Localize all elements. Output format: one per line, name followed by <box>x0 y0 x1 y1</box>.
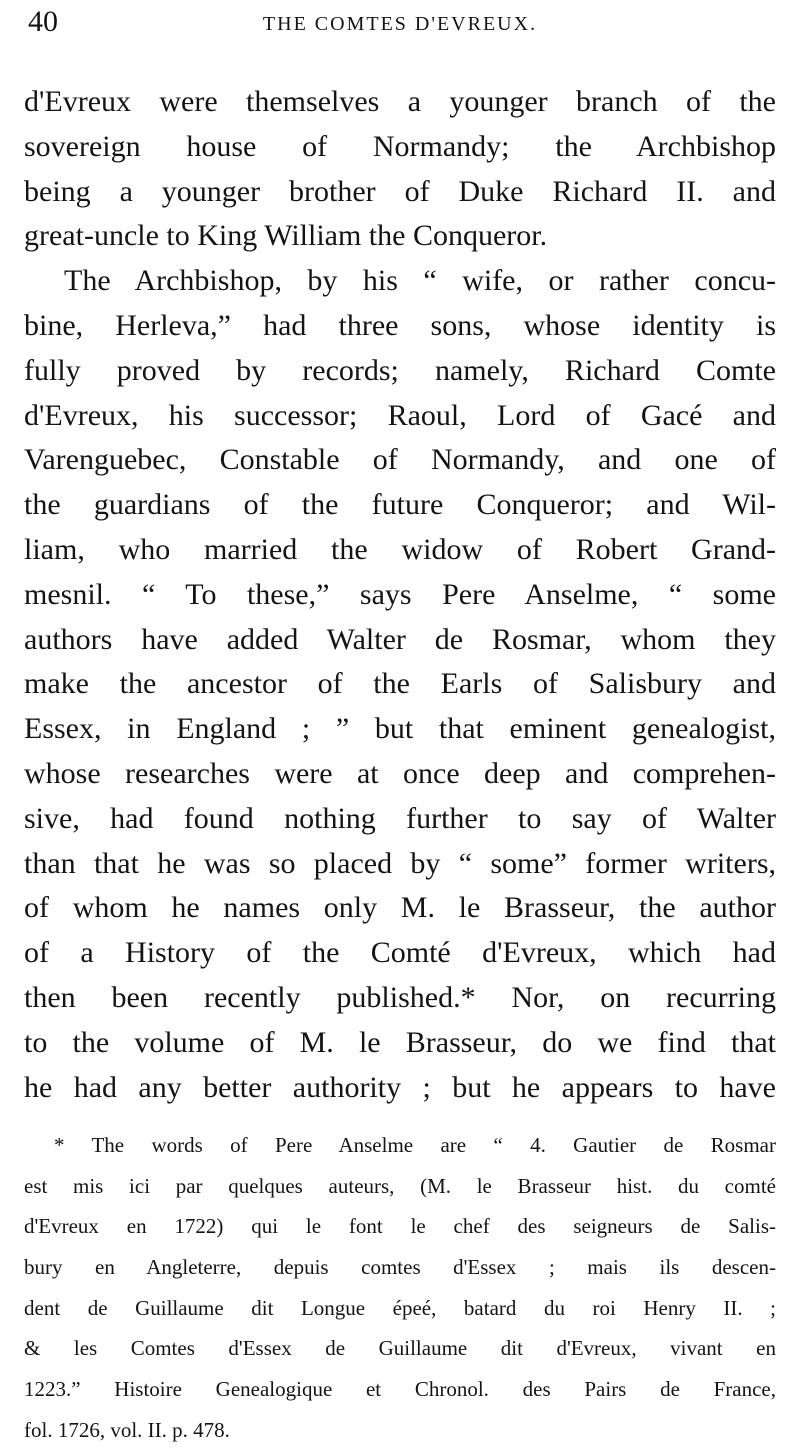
body-line: than that he was so placed by “ some” former writers, <box>24 846 776 880</box>
footnote-line: bury en Angleterre, depuis comtes d'Essex ; mais ils descen- <box>24 1255 776 1280</box>
footnote-line: d'Evreux en 1722) qui le font le chef des seigneurs de Salis- <box>24 1214 776 1239</box>
page-header <box>22 2 778 42</box>
body-line: authors have added Walter de Rosmar, whom they <box>24 622 776 656</box>
body-line: sovereign house of Normandy; the Archbishop <box>24 129 776 163</box>
body-line: d'Evreux, his successor; Raoul, Lord of Gacé and <box>24 398 776 432</box>
body-line: liam, who married the widow of Robert Grand- <box>24 532 776 566</box>
body-line: of a History of the Comté d'Evreux, which had <box>24 936 776 970</box>
footnote-line: 1223.” Histoire Genealogique et Chronol. des Pairs de France, <box>24 1377 776 1402</box>
body-line: d'Evreux were themselves a younger branch of the <box>24 85 776 118</box>
body-line: make the ancestor of the Earls of Salisbury and <box>24 667 776 701</box>
body-line: fully proved by records; namely, Richard Comte <box>24 353 776 387</box>
footnote <box>24 1125 776 1451</box>
running-head: THE COMTES D'EVREUX. <box>262 13 538 35</box>
body-line: then been recently published.* Nor, on recurring <box>24 980 776 1014</box>
body-line: whose researches were at once deep and comprehen- <box>24 756 776 790</box>
body-line: the guardians of the future Conqueror; and Wil- <box>24 488 776 522</box>
page-number: 40 <box>28 5 58 38</box>
body-line: bine, Herleva,” had three sons, whose identity is <box>24 308 776 342</box>
body-line: mesnil. “ To these,” says Pere Anselme, “ some <box>24 577 776 611</box>
body-line: to the volume of M. le Brasseur, do we find that <box>24 1025 776 1059</box>
footnote-line: fol. 1726, vol. II. p. 478. <box>24 1417 230 1442</box>
footnote-line: dent de Guillaume dit Longue épeé, batard du roi Henry II. ; <box>24 1295 776 1320</box>
body-line: sive, had found nothing further to say of Walter <box>24 801 776 835</box>
body-text <box>24 80 776 1110</box>
footnote-line: * The words of Pere Anselme are “ 4. Gautier de Rosmar <box>54 1133 776 1157</box>
body-line: Varenguebec, Constable of Normandy, and one of <box>24 443 776 477</box>
footnote-line: est mis ici par quelques auteurs, (M. le Brasseur hist. du comté <box>24 1173 776 1198</box>
body-line: Essex, in England ; ” but that eminent genealogist, <box>24 712 776 746</box>
body-line: being a younger brother of Duke Richard II. and <box>24 174 776 208</box>
body-line: of whom he names only M. le Brasseur, the author <box>24 891 776 925</box>
body-line: great-uncle to King William the Conqueror. <box>24 219 548 253</box>
body-line: he had any better authority ; but he appears to have <box>24 1070 776 1104</box>
footnote-line: & les Comtes d'Essex de Guillaume dit d'Evreux, vivant en <box>24 1336 776 1361</box>
body-line: The Archbishop, by his “ wife, or rather concu- <box>64 264 776 298</box>
